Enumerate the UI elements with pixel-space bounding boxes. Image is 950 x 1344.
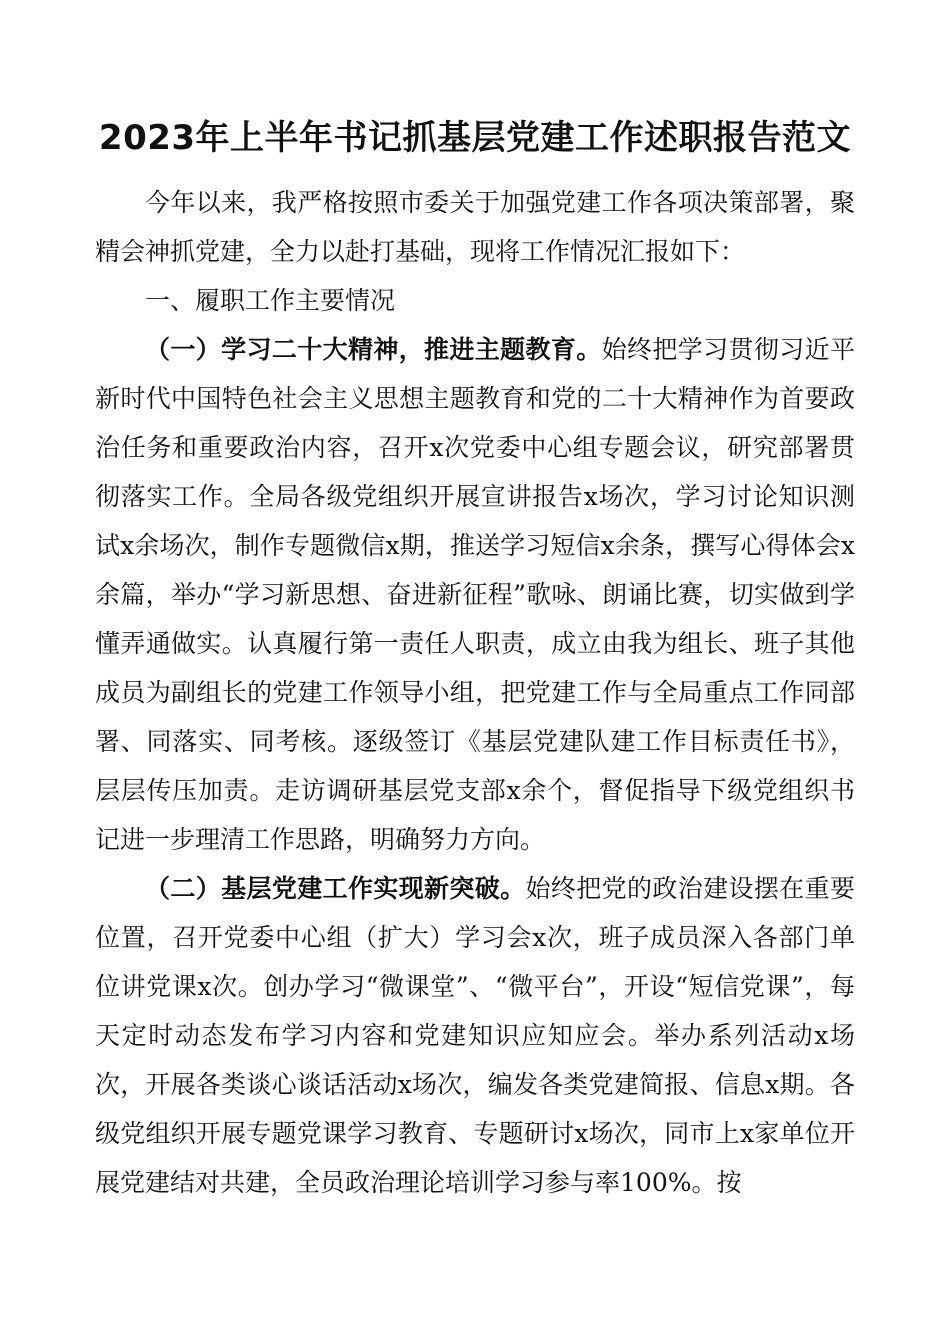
paragraph-subheading: （二）基层党建工作实现新突破。: [145, 874, 526, 903]
paragraph-item-1: [95, 325, 855, 864]
document-body: [95, 178, 855, 1207]
paragraph-text: 始终把学习贯彻习近平新时代中国特色社会主义思想主题教育和党的二十大精神作为首要政治任务和重要政治内容，召开x次党委中心组专题会议，研究部署贯彻落实工作。全局各级党组织开展宣讲报告x场次，学习讨论知识测试x余场次，制作专题微信x期，推送学习短信x余条，撰写心得体会x余篇，举办“学习新思想、奋进新征程”歌咏、朗诵比赛，切实做到学懂弄通做实。认真履行第一责任人职责，成立由我为组长、班子其他成员为副组长的党建工作领导小组，把党建工作与全局重点工作同部署、同落实、同考核。逐级签订《基层党建队建工作目标责任书》，层层传压加责。走访调研基层党支部x余个，督促指导下级党组织书记进一步理清工作思路，明确努力方向。: [95, 335, 855, 854]
paragraph-item-2: [95, 864, 855, 1207]
paragraph-subheading: （一）学习二十大精神，推进主题教育。: [145, 335, 602, 364]
intro-paragraph: 今年以来，我严格按照市委关于加强党建工作各项决策部署，聚精会神抓党建，全力以赴打基础，现将工作情况汇报如下：: [95, 188, 855, 266]
paragraph-text: 始终把党的政治建设摆在重要位置，召开党委中心组（扩大）学习会x次，班子成员深入各部门单位讲党课x次。创办学习“微课堂”、“微平台”，开设“短信党课”，每天定时动态发布学习内容和党建知识应知应会。举办系列活动x场次，开展各类谈心谈话活动x场次，编发各类党建简报、信息x期。各级党组织开展专题党课学习教育、专题研讨x场次，同市上x家单位开展党建结对共建，全员政治理论培训学习参与率100%。按: [95, 874, 855, 1197]
document-title: 2023年上半年书记抓基层党建工作述职报告范文: [98, 118, 852, 158]
section-heading: 一、履职工作主要情况: [145, 286, 396, 315]
